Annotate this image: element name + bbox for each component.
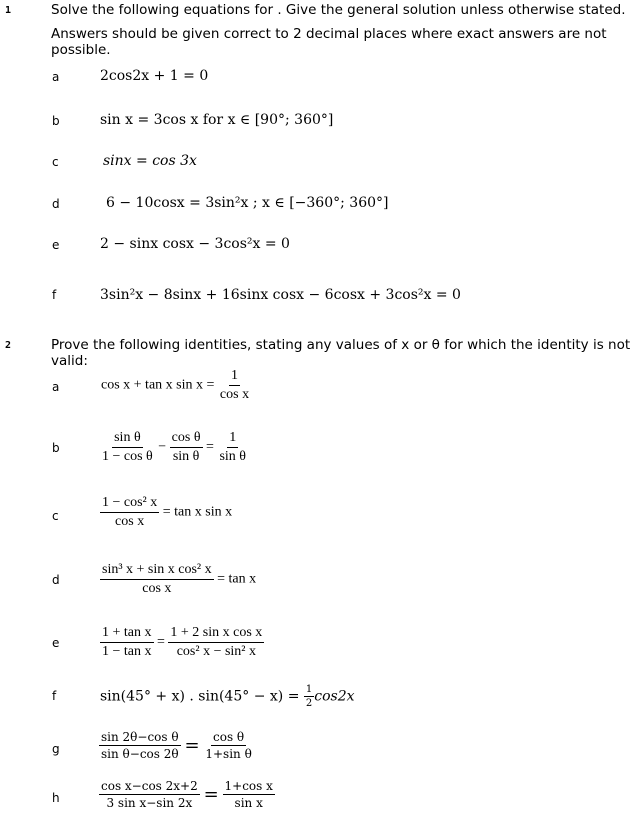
q2d-denominator: cos x	[142, 581, 172, 596]
question-2-number: 2	[5, 340, 12, 351]
question-1-instruction-line1: Solve the following equations for . Give the general solution unless otherwise stated.	[51, 2, 626, 18]
q2a-fraction	[218, 368, 251, 403]
q2b-frac2-denominator: sin θ	[172, 449, 200, 464]
question-1-number: 1	[5, 5, 12, 16]
q1-part-e-equation: 2 − sinx cosx − 3cos²x = 0	[100, 236, 290, 252]
q2b-equals: =	[206, 439, 214, 455]
q1-part-f-equation: 3sin²x − 8sinx + 16sinx cosx − 6cosx + 3cos²x = 0	[100, 287, 461, 303]
q2h-frac1-denominator: 3 sin x−sin 2x	[106, 796, 193, 810]
q2-part-d-label: d	[52, 573, 60, 587]
q2-part-c-identity	[100, 495, 232, 530]
q2f-denominator: 2	[305, 698, 313, 709]
q2h-equals: =	[203, 784, 219, 805]
q1-part-a-equation: 2cos2x + 1 = 0	[100, 68, 209, 84]
q2c-denominator: cos x	[115, 514, 145, 529]
q2c-numerator: 1 − cos² x	[100, 495, 159, 513]
q2b-frac1-numerator: sin θ	[112, 430, 143, 448]
q2e-frac2-denominator: cos² x − sin² x	[176, 644, 256, 659]
q2-part-a-identity	[101, 368, 251, 403]
q2e-frac1-denominator: 1 − tan x	[102, 644, 152, 659]
q2b-frac2-numerator: cos θ	[170, 430, 203, 448]
q2-part-d-identity	[100, 562, 256, 597]
q2-part-b-label: b	[52, 441, 60, 455]
q2d-rhs: = tan x	[217, 571, 257, 587]
q1-part-b-label: b	[52, 114, 60, 128]
q1-part-e-label: e	[52, 238, 60, 252]
q2-part-g-identity	[99, 730, 254, 761]
q1-part-f-label: f	[52, 288, 57, 302]
q2e-frac2-numerator: 1 + 2 sin x cos x	[168, 625, 264, 643]
q2-part-f-label: f	[52, 689, 57, 703]
q2a-denominator: cos x	[219, 387, 250, 402]
q1-part-c-label: c	[52, 155, 59, 169]
q2h-frac2-denominator: sin x	[234, 796, 263, 810]
q2g-frac1-denominator: sin θ−cos 2θ	[101, 747, 179, 761]
q2b-minus: −	[158, 439, 167, 455]
q2c-rhs: = tan x sin x	[162, 504, 233, 520]
q1-part-b-equation: sin x = 3cos x for x ∈ [90°; 360°]	[100, 112, 334, 128]
q2h-frac1-numerator: cos x−cos 2x+2	[101, 779, 198, 793]
q2g-frac1-numerator: sin 2θ−cos θ	[101, 730, 179, 744]
q1-part-c-equation: sinx = cos 3x	[103, 153, 197, 169]
q2-part-h-label: h	[52, 791, 60, 805]
q2f-lhs: sin(45° + x) . sin(45° − x) =	[100, 688, 300, 705]
q2g-frac2-denominator: 1+sin θ	[205, 747, 252, 761]
q2b-frac3-numerator: 1	[227, 430, 238, 448]
q2f-numerator: 1	[305, 684, 313, 695]
q2g-frac2-numerator: cos θ	[213, 730, 245, 744]
q2-part-h-identity	[99, 779, 275, 810]
q2-part-c-label: c	[52, 509, 59, 523]
q2h-frac2-numerator: 1+cos x	[224, 779, 273, 793]
q2a-numerator: 1	[229, 368, 240, 386]
q1-part-d-label: d	[52, 197, 60, 211]
q2-part-b-identity	[100, 430, 248, 465]
q2-part-f-identity	[100, 684, 355, 709]
q2f-rhs: cos2x	[314, 688, 355, 705]
q2b-frac3-denominator: sin θ	[219, 449, 246, 464]
q2a-lhs: cos x + tan x sin x =	[101, 377, 215, 393]
q2d-numerator: sin³ x + sin x cos² x	[100, 562, 214, 580]
q2-part-g-label: g	[52, 742, 60, 756]
question-2-instruction: Prove the following identities, stating any values of x or θ for which the identity is not valid:	[51, 337, 631, 369]
q2e-frac1-numerator: 1 + tan x	[100, 625, 154, 643]
question-1-instruction-line2: Answers should be given correct to 2 decimal places where exact answers are not possible.	[51, 26, 607, 58]
q2-part-e-label: e	[52, 636, 60, 650]
q2g-equals: =	[184, 735, 200, 756]
q1-part-d-equation: 6 − 10cosx = 3sin²x ; x ∈ [−360°; 360°]	[106, 195, 389, 211]
q2-part-a-label: a	[52, 380, 60, 394]
q2e-equals: =	[157, 634, 165, 650]
q1-part-a-label: a	[52, 70, 60, 84]
q2-part-e-identity	[100, 625, 264, 660]
q2b-frac1-denominator: 1 − cos θ	[102, 449, 153, 464]
